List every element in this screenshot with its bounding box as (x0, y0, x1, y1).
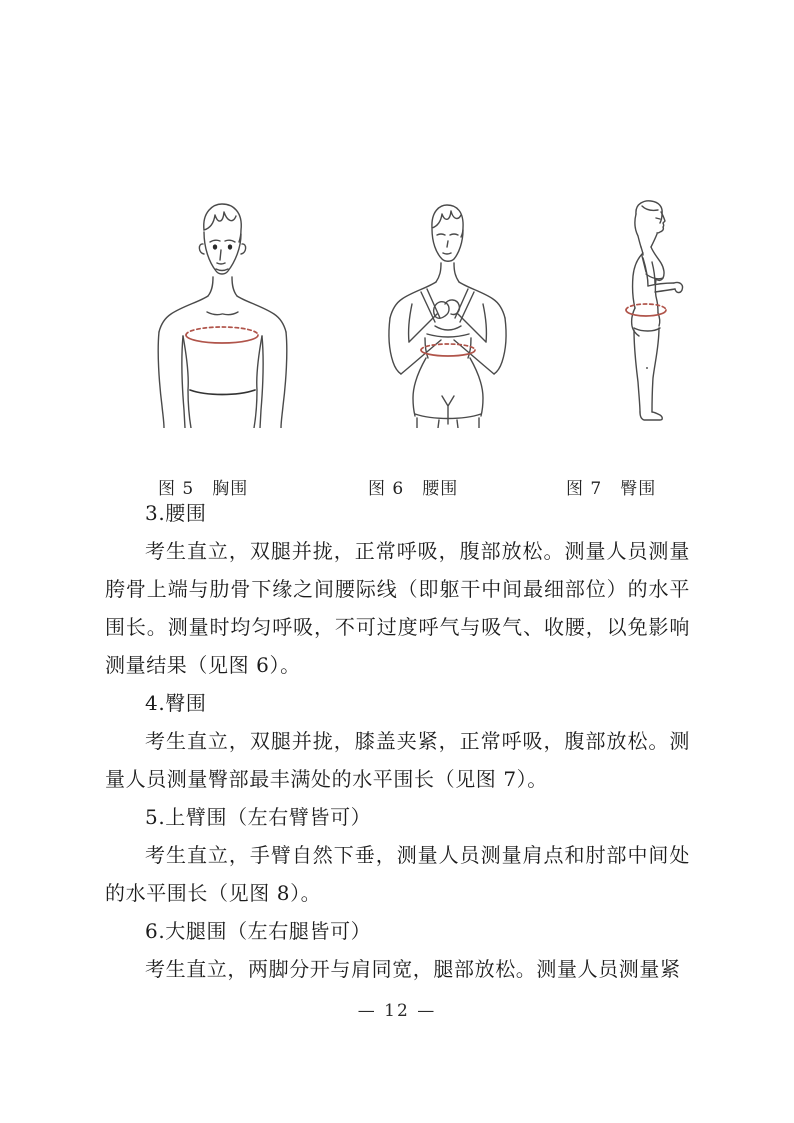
leg-front (652, 328, 659, 412)
mouth (443, 253, 451, 254)
chest-measure-dashed-line (186, 327, 258, 335)
left-eye (437, 234, 445, 235)
eye (656, 218, 660, 219)
hip-left (413, 358, 426, 416)
hair-outline (204, 204, 241, 242)
fist (674, 282, 683, 292)
right-bra-strap (455, 289, 474, 322)
page-number: — 12 — (357, 1001, 437, 1021)
section-heading-thigh: 6.大腿围（左右腿皆可） (145, 919, 372, 943)
crotch-line (442, 396, 454, 424)
waistband-line (190, 390, 255, 395)
male-front-outline (158, 204, 287, 428)
midriff-left (425, 338, 428, 358)
female-front-figure-svg (385, 200, 513, 428)
left-upper-arm-outer (389, 318, 401, 374)
forearm-bottom (655, 289, 675, 292)
figure5-caption: 图 5 胸围 (158, 479, 249, 499)
back-line (633, 253, 643, 308)
right-arm-inner (260, 336, 263, 428)
leg-back (634, 330, 640, 412)
shorts-hem (634, 328, 660, 331)
mouth (216, 269, 228, 271)
right-eyebrow (225, 240, 235, 242)
left-forearm-top (409, 314, 437, 342)
left-upper-arm-inner (409, 304, 412, 342)
section-heading-waist: 3.腰围 (145, 501, 207, 525)
forearm-top (648, 283, 674, 286)
right-collarbone (223, 312, 238, 315)
hip-measure-solid-line (626, 310, 666, 316)
face-outline (204, 232, 241, 274)
female-side-outline (632, 201, 683, 420)
right-shoulder (459, 282, 505, 318)
body-text (105, 494, 690, 988)
nose (217, 250, 225, 264)
hair-outline (432, 205, 463, 237)
left-bra-strap (421, 289, 440, 322)
female-side-figure-svg (610, 198, 690, 424)
figure-hip-illustration (610, 198, 690, 424)
figure6-caption: 图 6 腰围 (368, 479, 459, 499)
section-paragraph-waist: 考生直立，双腿并拢，正常呼吸，腹部放松。测量人员测量胯骨上端与肋骨下缘之间腰际线（即躯干中间最细部位）的水平围长。测量时均匀呼吸，不可过度呼气与吸气、收腰，以免影响测量结果（见图 6）。 (105, 539, 690, 677)
knee-dot (646, 367, 648, 369)
left-ear (199, 244, 204, 254)
hair-fringe (204, 212, 236, 230)
neck-front (651, 234, 657, 247)
section-paragraph-upper-arm: 考生直立，手臂自然下垂，测量人员测量肩点和肘部中间处的水平围长（见图 8）。 (105, 843, 690, 905)
section-paragraph-hip: 考生直立，双腿并拢，膝盖夹紧，正常呼吸，腹部放松。测量人员测量臀部最丰满处的水平围长（见图 7）。 (105, 729, 690, 791)
left-arm-inner (182, 336, 185, 428)
male-front-figure-svg (155, 200, 290, 428)
right-forearm-top (458, 314, 486, 342)
female-front-outline (389, 205, 506, 428)
left-arm-outer (158, 332, 164, 428)
hip-measure-dashed-line (626, 304, 666, 310)
right-shoulder (237, 296, 286, 332)
buttock-line (632, 308, 639, 336)
nose (447, 241, 448, 247)
midriff-right (468, 338, 471, 358)
right-upper-arm-inner (483, 304, 486, 342)
hair-fringe (432, 211, 461, 228)
neck-left (208, 277, 213, 296)
figure-waist-illustration (385, 200, 513, 428)
waist-measure-dashed-line (421, 344, 475, 350)
section-heading-upper-arm: 5.上臂围（左右臂皆可） (145, 805, 372, 829)
hip-right (470, 358, 483, 416)
right-ear (241, 244, 246, 254)
right-fist (445, 300, 459, 314)
hair-back (635, 214, 641, 247)
bra-underband (435, 326, 461, 330)
section-heading-hip: 4.臀围 (145, 691, 207, 715)
right-arm-outer (281, 332, 287, 428)
right-upper-arm-outer (494, 318, 506, 374)
right-eye (228, 244, 232, 249)
section-paragraph-thigh: 考生直立，两脚分开与肩同宽，腿部放松。测量人员测量紧 (145, 957, 681, 981)
right-eye (450, 234, 458, 235)
left-eye (213, 244, 217, 249)
left-shoulder (159, 296, 208, 332)
upper-arm-front (652, 262, 655, 284)
hair-fringe (642, 206, 658, 210)
left-collarbone (207, 312, 222, 315)
left-shoulder (390, 282, 436, 318)
figure-chest-illustration (155, 200, 290, 428)
foot (640, 412, 662, 420)
chest-measure-solid-line (186, 335, 258, 343)
midriff-top-line (427, 334, 469, 337)
left-eyebrow (210, 240, 220, 242)
figure7-caption: 图 7 臀围 (566, 479, 657, 499)
neck-right (232, 277, 237, 296)
neck-right (454, 263, 459, 282)
hair-outline (636, 201, 662, 223)
neck-left (436, 263, 441, 282)
